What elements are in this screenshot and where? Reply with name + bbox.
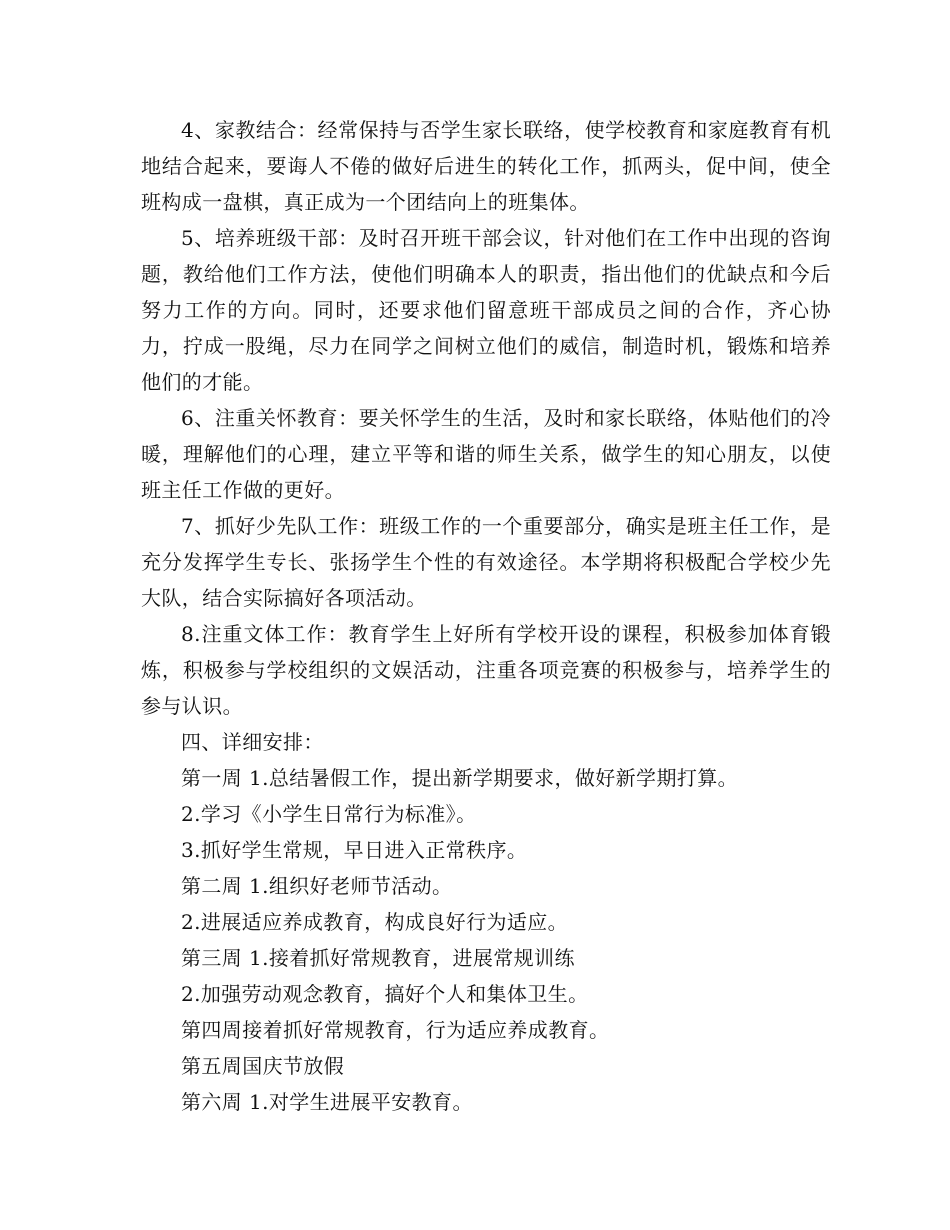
schedule-line: 2.学习《小学生日常行为标准》。 xyxy=(181,802,477,826)
schedule-line: 第四周接着抓好常规教育，行为适应养成教育。 xyxy=(181,1018,610,1042)
schedule-line: 3.抓好学生常规，早日进入正常秩序。 xyxy=(181,838,528,862)
document-body xyxy=(141,112,831,1120)
paragraph-young-pioneers: 7、抓好少先队工作：班级工作的一个重要部分，确实是班主任工作，是充分发挥学生专长、张扬学生个性的有效途径。本学期将积极配合学校少先大队，结合实际搞好各项活动。 xyxy=(141,514,831,610)
paragraph-sports-culture: 8.注重文体工作：教育学生上好所有学校开设的课程，积极参加体育锻炼，积极参与学校组织的文娱活动，注重各项竞赛的积极参与，培养学生的参与认识。 xyxy=(141,622,831,718)
schedule-line: 第三周 1.接着抓好常规教育，进展常规训练 xyxy=(181,946,575,970)
schedule-line: 2.进展适应养成教育，构成良好行为适应。 xyxy=(181,910,569,934)
paragraph-family-education: 4、家教结合：经常保持与否学生家长联络，使学校教育和家庭教育有机地结合起来，要诲人不倦的做好后进生的转化工作，抓两头，促中间，使全班构成一盘棋，真正成为一个团结向上的班集体。 xyxy=(141,118,831,214)
schedule-line: 第一周 1.总结暑假工作，提出新学期要求，做好新学期打算。 xyxy=(181,766,739,790)
schedule-line: 第二周 1.组织好老师节活动。 xyxy=(181,874,453,898)
schedule-line: 第六周 1.对学生进展平安教育。 xyxy=(181,1090,473,1114)
schedule-line: 第五周国庆节放假 xyxy=(181,1054,345,1078)
paragraph-class-cadres: 5、培养班级干部：及时召开班干部会议，针对他们在工作中出现的咨询题，教给他们工作方法，使他们明确本人的职责，指出他们的优缺点和今后努力工作的方向。同时，还要求他们留意班干部成员之间的合作，齐心协力，拧成一股绳，尽力在同学之间树立他们的威信，制造时机，锻炼和培养他们的才能。 xyxy=(141,226,831,394)
paragraph-care-education: 6、注重关怀教育：要关怀学生的生活，及时和家长联络，体贴他们的冷暖，理解他们的心理，建立平等和谐的师生关系，做学生的知心朋友，以使班主任工作做的更好。 xyxy=(141,406,831,502)
schedule-line: 2.加强劳动观念教育，搞好个人和集体卫生。 xyxy=(181,982,589,1006)
schedule-heading: 四、详细安排： xyxy=(181,730,324,754)
